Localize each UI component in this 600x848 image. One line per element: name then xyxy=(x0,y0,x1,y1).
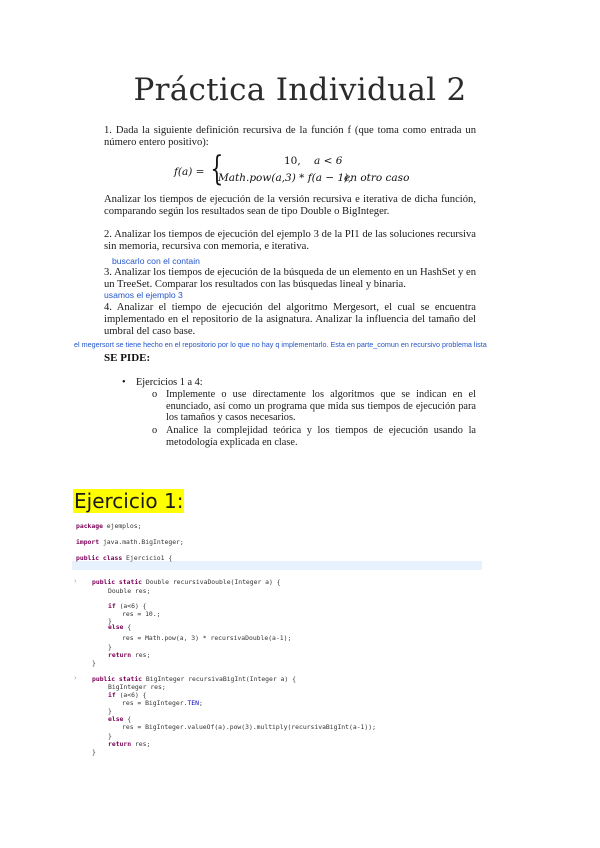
code-m1-line: Double res; xyxy=(108,587,151,595)
code-m2-line: if (a<6) { xyxy=(108,691,147,699)
code-m2-line: } xyxy=(108,732,112,740)
code-line-class: public class Ejercicio1 { xyxy=(76,554,173,562)
code-m2-line: BigInteger res; xyxy=(108,683,166,691)
code-m1-signature: public static Double recursivaDouble(Integer a) { xyxy=(92,578,281,586)
formula-case1-value: 10, xyxy=(284,155,301,167)
fold-marker-1[interactable]: › xyxy=(74,577,77,585)
bullet-marker: • xyxy=(122,377,126,388)
code-m1-line: res = 10.; xyxy=(122,610,161,618)
code-m1-line: res = Math.pow(a, 3) * recursivaDouble(a-1); xyxy=(122,634,292,642)
item-4: 4. Analizar el tiempo de ejecución del algoritmo Mergesort, el cual se encuentra implementado en el repositorio de la asignatura. Analizar la influencia del tamaño del umbral del caso base. xyxy=(104,302,476,337)
sub-item-2: Analice la complejidad teórica y los tiempos de ejecución usando la metodología explicada en clase. xyxy=(166,425,476,448)
fold-marker-2[interactable]: › xyxy=(74,674,77,682)
code-m2-line: res = BigInteger.valueOf(a).pow(3).multiply(recursivaBigInt(a-1)); xyxy=(122,723,376,731)
sub-marker-1: o xyxy=(152,389,158,400)
code-m1-line: } xyxy=(108,617,112,625)
code-m2-signature: public static BigInteger recursivaBigInt(Integer a) { xyxy=(92,675,296,683)
code-m2-line: res = BigInteger.TEN; xyxy=(122,699,203,707)
code-m1-line: return res; xyxy=(108,651,151,659)
code-m2-line: } xyxy=(92,748,96,756)
bullet-ejercicios: Ejercicios 1 a 4: xyxy=(136,377,203,388)
item-3: 3. Analizar los tiempos de ejecución de la búsqueda de un elemento en un HashSet y en un TreeSet. Comparar los resultados con las búsquedas lineal y binaria. xyxy=(104,267,476,290)
code-m1-line: } xyxy=(108,643,112,651)
formula-brace: { xyxy=(210,149,224,189)
formula-lhs: f(a) = xyxy=(174,166,205,178)
formula-case1-cond: a < 6 xyxy=(314,155,343,167)
code-line-package: package ejemplos; xyxy=(76,522,142,530)
sub-item-1: Implemente o use directamente los algoritmos que se indican en el enunciado, así como un programa que mida sus tiempos de ejecución para los tamaños y casos necesarios. xyxy=(166,389,476,423)
note-4: el megersort se tiene hecho en el repositorio por lo que no hay q implementarlo. Esta en parte_comun en recursivo problema lista xyxy=(74,340,487,349)
formula-case2-cond: en otro caso xyxy=(344,172,410,184)
code-m2-line: return res; xyxy=(108,740,151,748)
sub-marker-2: o xyxy=(152,425,158,436)
item-2: 2. Analizar los tiempos de ejecución del ejemplo 3 de la PI1 de las soluciones recursiva sin memoria, recursiva con memoria, e iterativa. xyxy=(104,229,476,252)
code-line-import: import java.math.BigInteger; xyxy=(76,538,184,546)
code-m1-line: else { xyxy=(108,623,132,631)
code-m2-line: else { xyxy=(108,715,132,723)
code-m1-line: } xyxy=(92,659,96,667)
note-3: usamos el ejemplo 3 xyxy=(104,290,183,300)
ejercicio-1-heading: Ejercicio 1: xyxy=(74,489,184,513)
code-m1-line: if (a<6) { xyxy=(108,602,147,610)
code-m2-line: } xyxy=(108,707,112,715)
item-1: 1. Dada la siguiente definición recursiva de la función f (que toma como entrada un número entero positivo): xyxy=(104,125,476,148)
se-pide-heading: SE PIDE: xyxy=(104,352,151,364)
code-highlight-line xyxy=(72,561,482,570)
note-2: buscarlo con el contain xyxy=(112,256,200,266)
page-title: Práctica Individual 2 xyxy=(133,72,467,108)
formula-case2-value: Math.pow(a,3) * f(a − 1), xyxy=(218,172,352,184)
item-1-analysis: Analizar los tiempos de ejecución de la versión recursiva e iterativa de dicha función, comparando según los resultados sean de tipo Double o BigInteger. xyxy=(104,194,476,217)
